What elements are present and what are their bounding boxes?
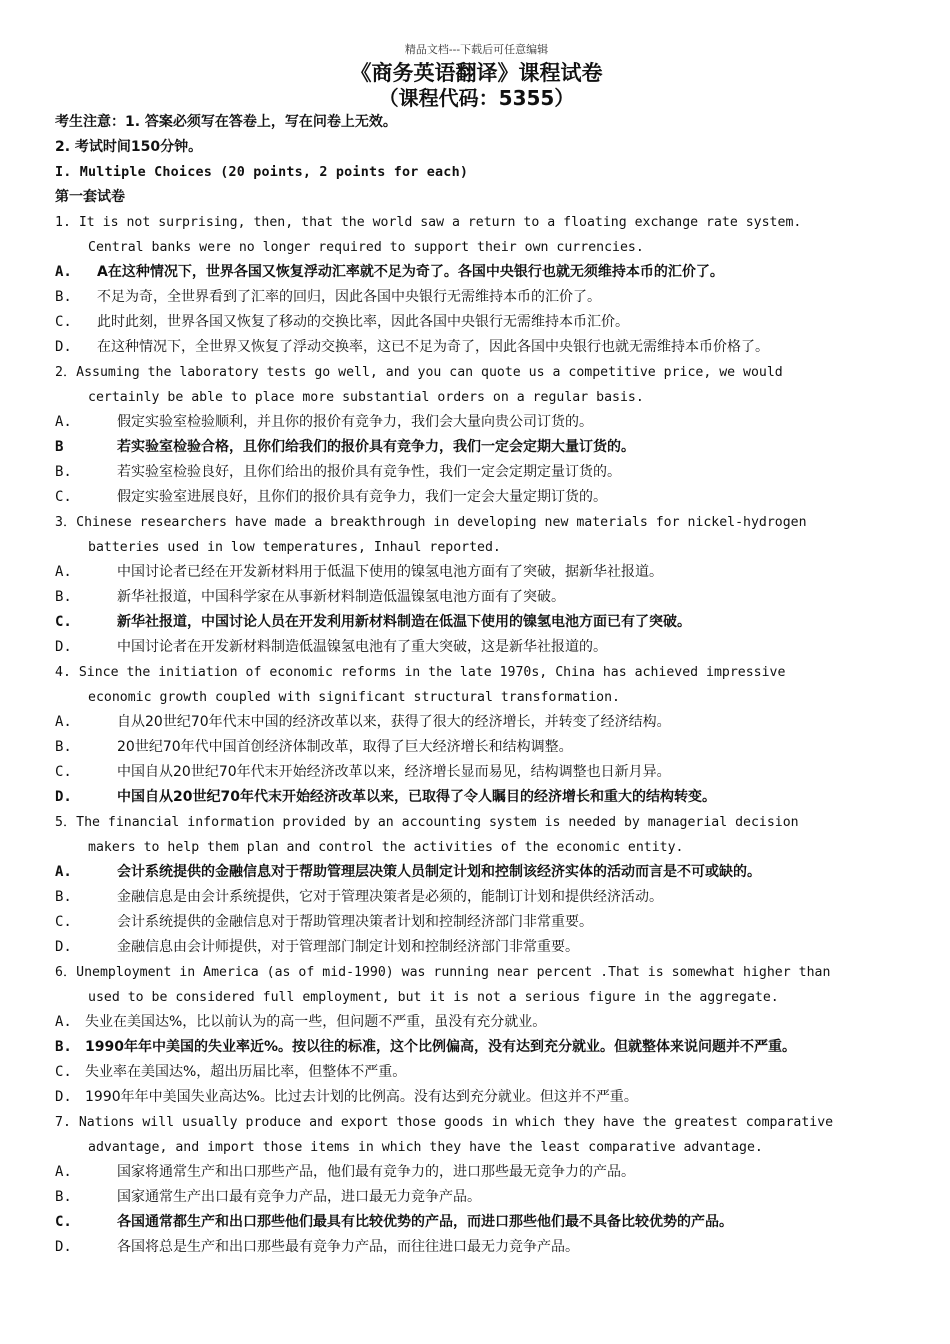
set-title: 第一套试卷 — [55, 189, 125, 205]
question-5-option-a: A. 会计系统提供的金融信息对于帮助管理层决策人员制定计划和控制该经济实体的活动而言是不可或缺的。 — [55, 864, 761, 880]
question-7 — [55, 1110, 898, 1160]
question-4-option-a: A. 自从20世纪70年代末中国的经济改革以来，获得了很大的经济增长，并转变了经济结构。 — [55, 714, 671, 730]
question-4 — [55, 660, 898, 710]
question-1-option-d: D. 在这种情况下，全世界又恢复了浮动交换率，这已不足为奇了，因此各国中央银行也就无需维持本币价格了。 — [55, 339, 769, 355]
header-note: 精品文档---下载后可任意编辑 — [404, 43, 549, 56]
question-2-line-1: 2．Assuming the laboratory tests go well, and you can quote us a competitive price, we would — [55, 365, 783, 380]
question-3-option-c: C. 新华社报道，中国讨论人员在开发利用新材料制造在低温下使用的镍氢电池方面已有了突破。 — [55, 614, 691, 630]
question-1-option-b: B. 不足为奇，全世界看到了汇率的回归，因此各国中央银行无需维持本币的汇价了。 — [55, 289, 601, 305]
question-5 — [55, 810, 898, 860]
question-4-option-c: C. 中国自从20世纪70年代末开始经济改革以来，经济增长显而易见，结构调整也日新月异。 — [55, 764, 671, 780]
question-6-option-a: A. 失业在美国达%，比以前认为的高一些，但问题不严重，虽没有充分就业。 — [55, 1014, 547, 1030]
question-2-option-c: C. 假定实验室进展良好，且你们的报价具有竞争力，我们一定会大量定期订货的。 — [55, 489, 607, 505]
question-5-option-c: C. 会计系统提供的金融信息对于帮助管理决策者计划和控制经济部门非常重要。 — [55, 914, 593, 930]
section-title: I. Multiple Choices (20 points, 2 points for each) — [55, 165, 469, 180]
question-2-line-2: certainly be able to place more substantial orders on a regular basis. — [88, 390, 644, 405]
question-3-line-2: batteries used in low temperatures, Inhaul reported. — [88, 540, 501, 555]
question-7-line-2: advantage, and import those items in which they have the least comparative advantage. — [88, 1140, 763, 1155]
question-7-option-c: C. 各国通常都生产和出口那些他们最具有比较优势的产品，而进口那些他们最不具备比较优势的产品。 — [55, 1214, 733, 1230]
question-2-option-b-correct: B 若实验室检验合格，且你们给我们的报价具有竞争力，我们一定会定期大量订货的。 — [55, 439, 635, 455]
question-1-line-2: Central banks were no longer required to support their own currencies. — [88, 240, 644, 255]
question-2-option-a: A. 假定实验室检验顺利，并且你的报价有竞争力，我们会大量向贵公司订货的。 — [55, 414, 593, 430]
page-subtitle: （课程代码：5355） — [378, 86, 575, 110]
question-6-line-2: used to be considered full employment, but it is not a serious figure in the aggregate. — [88, 990, 779, 1005]
notice-1: 考生注意：1. 答案必须写在答卷上，写在问卷上无效。 — [55, 114, 397, 130]
notice-2: 2. 考试时间150分钟。 — [55, 139, 203, 155]
question-7-line-1: 7. Nations will usually produce and export those goods in which they have the greatest comparative — [55, 1115, 834, 1130]
question-6-option-c: C. 失业率在美国达%，超出历届比率，但整体不严重。 — [55, 1064, 407, 1080]
question-3-line-1: 3．Chinese researchers have made a breakthrough in developing new materials for nickel-hydrogen — [55, 515, 807, 530]
question-5-option-b: B. 金融信息是由会计系统提供，它对于管理决策者是必须的，能制订计划和提供经济活动。 — [55, 889, 663, 905]
question-1 — [55, 210, 898, 260]
question-5-line-2: makers to help them plan and control the activities of the economic entity. — [88, 840, 684, 855]
question-7-option-a: A. 国家将通常生产和出口那些产品，他们最有竞争力的，进口那些最无竞争力的产品。 — [55, 1164, 635, 1180]
question-5-line-1: 5．The financial information provided by an accounting system is needed by managerial decision — [55, 815, 799, 830]
question-2 — [55, 360, 898, 410]
question-6-option-b: B. 1990年年中美国的失业率近%。按以往的标准，这个比例偏高，没有达到充分就业。但就整体来说问题并不严重。 — [55, 1039, 796, 1055]
question-5-option-d: D. 金融信息由会计师提供，对于管理部门制定计划和控制经济部门非常重要。 — [55, 939, 579, 955]
question-6 — [55, 960, 898, 1010]
question-7-option-d: D. 各国将总是生产和出口那些最有竞争力产品，而往往进口最无力竞争产品。 — [55, 1239, 579, 1255]
question-4-line-1: 4. Since the initiation of economic reforms in the late 1970s, China has achieved impressive — [55, 665, 786, 680]
question-3-option-a: A. 中国讨论者已经在开发新材料用于低温下使用的镍氢电池方面有了突破，据新华社报道。 — [55, 564, 663, 580]
question-4-option-d: D. 中国自从20世纪70年代末开始经济改革以来，已取得了令人瞩目的经济增长和重大的结构转变。 — [55, 789, 716, 805]
question-6-line-1: 6．Unemployment in America (as of mid-1990) was running near percent .That is somewhat higher than — [55, 965, 831, 980]
question-7-option-b: B. 国家通常生产出口最有竞争力产品，进口最无力竞争产品。 — [55, 1189, 481, 1205]
question-2-option-b: B. 若实验室检验良好，且你们给出的报价具有竞争性，我们一定会定期定量订货的。 — [55, 464, 621, 480]
page-title: 《商务英语翻译》课程试卷 — [350, 61, 603, 85]
question-6-option-d: D. 1990年年中美国失业高达%。比过去计划的比例高。没有达到充分就业。但这并不严重。 — [55, 1089, 638, 1105]
question-1-option-a: A. A在这种情况下，世界各国又恢复浮动汇率就不足为奇了。各国中央银行也就无须维持本币的汇价了。 — [55, 264, 724, 280]
question-4-line-2: economic growth coupled with significant structural transformation. — [88, 690, 620, 705]
question-3-option-d: D. 中国讨论者在开发新材料制造低温镍氢电池有了重大突破，这是新华社报道的。 — [55, 639, 607, 655]
question-4-option-b: B. 20世纪70年代中国首创经济体制改革，取得了巨大经济增长和结构调整。 — [55, 739, 573, 755]
question-3-option-b: B. 新华社报道，中国科学家在从事新材料制造低温镍氢电池方面有了突破。 — [55, 589, 565, 605]
question-1-option-c: C. 此时此刻，世界各国又恢复了移动的交换比率，因此各国中央银行无需维持本币汇价。 — [55, 314, 629, 330]
question-3 — [55, 510, 898, 560]
question-1-line-1: 1. It is not surprising, then, that the world saw a return to a floating exchange rate system. — [55, 215, 802, 230]
